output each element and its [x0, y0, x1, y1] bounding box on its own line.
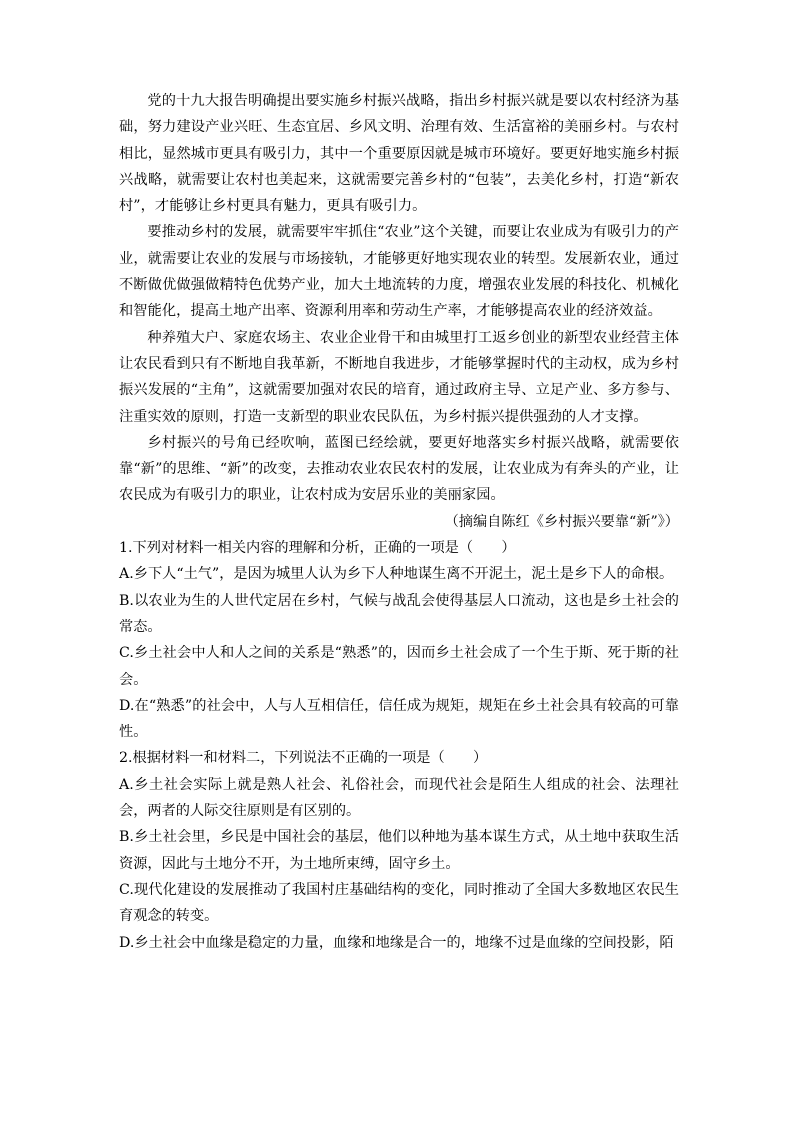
- passage-paragraph-4: 乡村振兴的号角已经吹响，蓝图已经绘就，要更好地落实乡村振兴战略，就需要依靠“新”的思维、“新”的改变，去推动农业农民农村的发展，让农业成为有奔头的产业，让农民成为有吸引力的职业，让农村成为安居乐业的美丽家园。: [119, 434, 679, 504]
- question-1: [119, 535, 679, 745]
- passage-paragraph-1: 党的十九大报告明确提出要实施乡村振兴战略，指出乡村振兴就是要以农村经济为基础，努力建设产业兴旺、生态宜居、乡风文明、治理有效、生活富裕的美丽乡村。与农村相比，显然城市更具有吸引力，其中一个重要原因就是城市环境好。要更好地实施乡村振兴战略，就需要让农村也美起来，这就需要完善乡村的“包装”，去美化乡村，打造“新农村”，才能够让乡村更具有魅力，更具有吸引力。: [119, 93, 679, 215]
- passage-paragraph-2: 要推动乡村的发展，就需要牢牢抓住“农业”这个关键，而要让农业成为有吸引力的产业，就需要让农业的发展与市场接轨，才能够更好地实现农业的转型。发展新农业，通过不断做优做强做精特色优势产业，加大土地流转的力度，增强农业发展的科技化、机械化和智能化，提高土地产出率、资源利用率和劳动生产率，才能够提高农业的经济效益。: [119, 224, 679, 320]
- passage-paragraph-3: 种养殖大户、家庭农场主、农业企业骨干和由城里打工返乡创业的新型农业经营主体让农民看到只有不断地自我革新，不断地自我进步，才能够掌握时代的主动权，成为乡村振兴发展的“主角”，这就需要加强对农民的培育，通过政府主导、立足产业、多方参与、注重实效的原则，打造一支新型的职业农民队伍，为乡村振兴提供强劲的人才支撑。: [119, 329, 679, 425]
- document-page: [119, 88, 679, 956]
- option-d: D.乡土社会中血缘是稳定的力量，血缘和地缘是合一的，地缘不过是血缘的空间投影，陌: [119, 934, 674, 951]
- option-c: C.现代化建设的发展推动了我国村庄基础结构的变化，同时推动了全国大多数地区农民生育观念的转变。: [119, 881, 679, 925]
- option-d: D.在“熟悉”的社会中，人与人互相信任，信任成为规矩，规矩在乡土社会具有较高的可靠性。: [119, 697, 679, 741]
- option-b: B.乡土社会里，乡民是中国社会的基层，他们以种地为基本谋生方式，从土地中获取生活资源，因此与土地分不开，为土地所束缚，固守乡土。: [119, 829, 679, 872]
- passage-source: （摘编自陈红《乡村振兴要靠“新”》）: [444, 513, 679, 530]
- question-stem: 1.下列对材料一相关内容的理解和分析，正确的一项是（ ）: [119, 540, 516, 557]
- option-b: B.以农业为生的人世代定居在乡村，气候与战乱会使得基层人口流动，这也是乡土社会的常态。: [119, 592, 679, 635]
- passage: [119, 88, 679, 535]
- option-a: A.乡下人“土气”，是因为城里人认为乡下人种地谋生离不开泥土，泥土是乡下人的命根。: [119, 566, 674, 583]
- option-a: A.乡土社会实际上就是熟人社会、礼俗社会，而现代社会是陌生人组成的社会、法理社会，两者的人际交往原则是有区别的。: [119, 776, 679, 820]
- question-stem: 2.根据材料一和材料二，下列说法不正确的一项是（ ）: [119, 750, 488, 767]
- question-2: [119, 745, 679, 955]
- option-c: C.乡土社会中人和人之间的关系是“熟悉”的，因而乡土社会成了一个生于斯、死于斯的社会。: [119, 645, 679, 688]
